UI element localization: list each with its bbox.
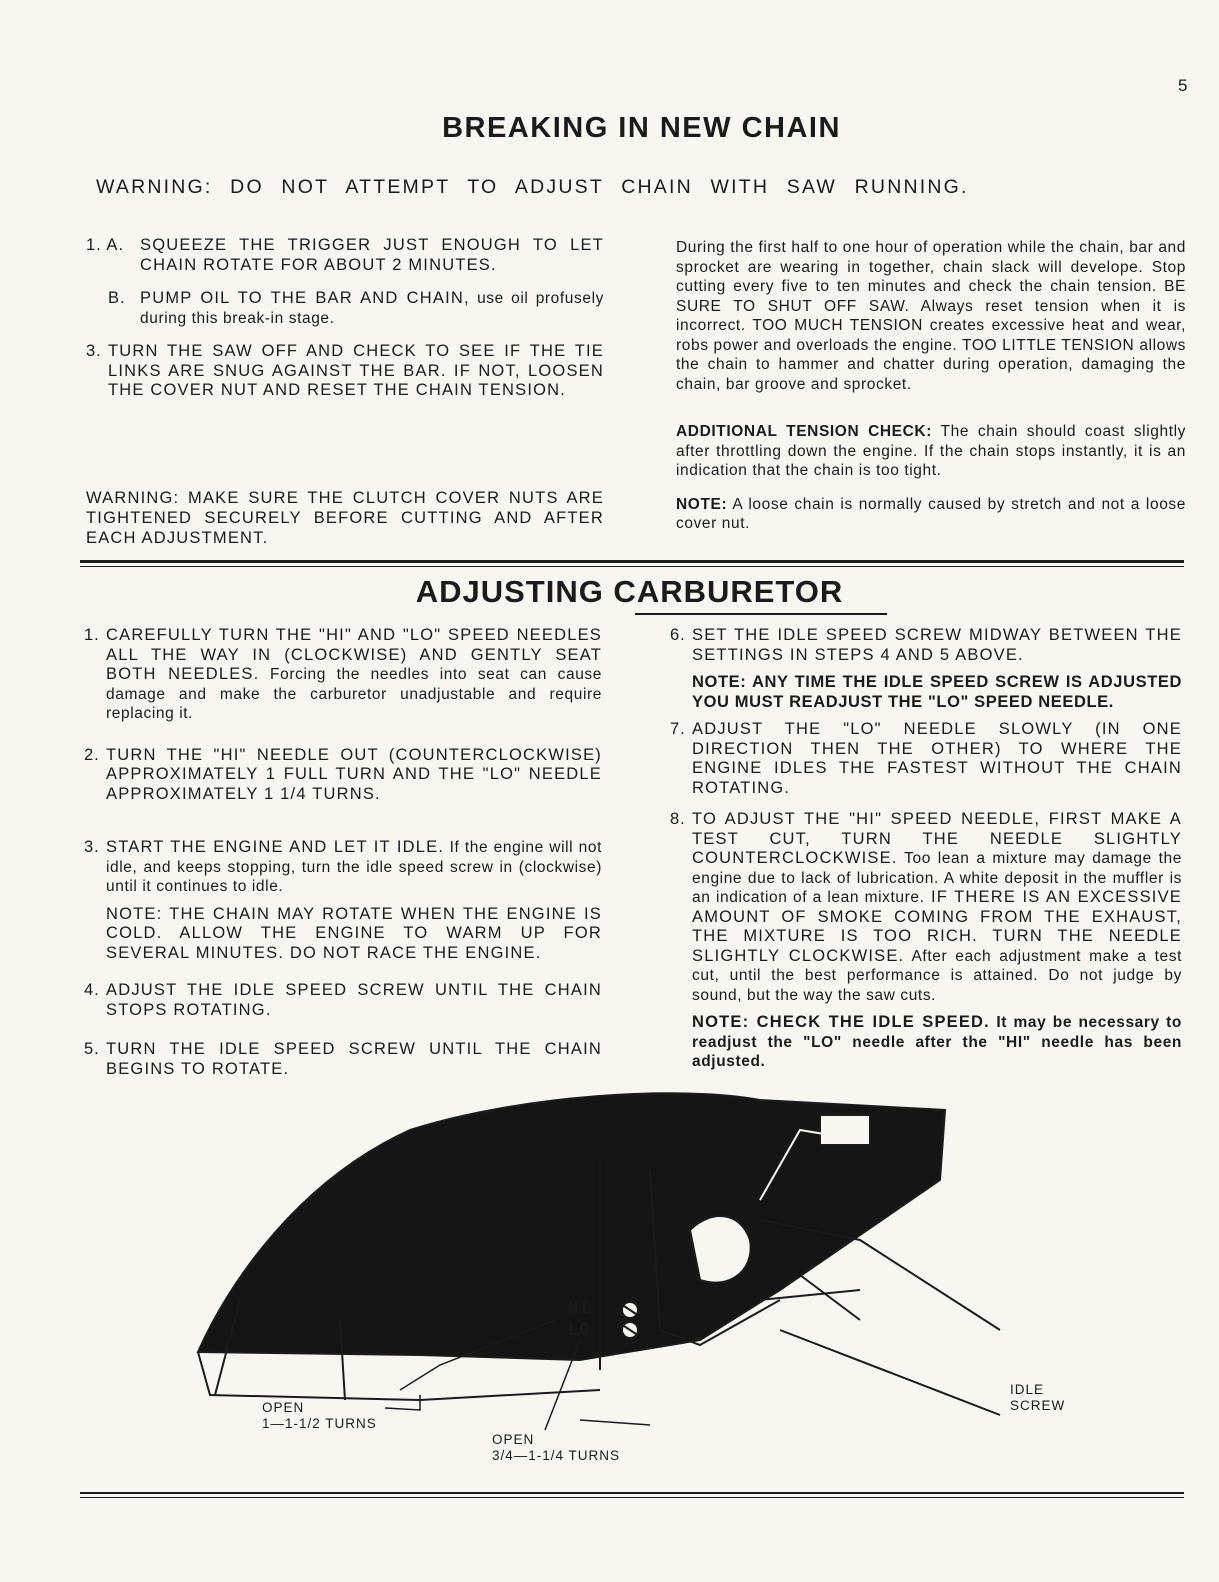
carburetor-steps-right — [670, 626, 1182, 1086]
lo-open-label: OPEN 3/4—1-1/4 TURNS — [492, 1432, 621, 1463]
section-title-breaking-in: BREAKING IN NEW CHAIN — [442, 112, 841, 144]
section-divider-top-thin — [80, 566, 1184, 567]
carb-step-1: 1. CAREFULLY TURN THE "HI" AND "LO" SPEED NEEDLES ALL THE WAY IN (CLOCKWISE) AND GENTLY SEAT BOTH NEEDLES. Forcing the needles into seat can cause damage and make the carburetor unadjustable and require replacing it. — [84, 626, 602, 722]
carb-step-6-note: NOTE: ANY TIME THE IDLE SPEED SCREW IS ADJUSTED YOU MUST READJUST THE "LO" SPEED NEEDLE. — [692, 673, 1182, 711]
section-divider-top — [80, 560, 1184, 563]
step-1b: B. PUMP OIL TO THE BAR AND CHAIN, use oil profusely during this break-in stage. — [108, 289, 604, 327]
bottom-rule — [80, 1492, 1184, 1494]
idle-screw-label: IDLE SCREW — [1010, 1382, 1066, 1413]
lo-needle-label: LO — [568, 1320, 591, 1340]
carburetor-illustration — [0, 1085, 1219, 1485]
break-in-description — [676, 238, 1186, 548]
hi-open-label: OPEN 1—1-1/2 TURNS — [262, 1400, 377, 1431]
step-3: 3. TURN THE SAW OFF AND CHECK TO SEE IF THE TIE LINKS ARE SNUG AGAINST THE BAR. IF NOT, LOOSEN THE COVER NUT AND RESET THE CHAIN TENSION. — [86, 342, 604, 399]
carb-step-4: 4. ADJUST THE IDLE SPEED SCREW UNTIL THE CHAIN STOPS ROTATING. — [84, 981, 602, 1019]
carb-step-2: 2. TURN THE "HI" NEEDLE OUT (COUNTERCLOCKWISE) APPROXIMATELY 1 FULL TURN AND THE "LO" NEEDLE APPROXIMATELY 1 1/4 TURNS. — [84, 745, 602, 803]
carb-step-3: 3. START THE ENGINE AND LET IT IDLE. If the engine will not idle, and keeps stopping, turn the idle speed screw in (clockwise) until it continues to idle. — [84, 838, 603, 895]
page-number: 5 — [1178, 76, 1188, 95]
carb-step-8-note: NOTE: CHECK THE IDLE SPEED. It may be necessary to readjust the "LO" needle after the "HI" needle has been adjusted. — [692, 1013, 1182, 1070]
warning-running-saw: WARNING: DO NOT ATTEMPT TO ADJUST CHAIN WITH SAW RUNNING. — [96, 176, 969, 198]
title-underline — [635, 613, 887, 615]
carb-step-7: 7. ADJUST THE "LO" NEEDLE SLOWLY (IN ONE DIRECTION THEN THE OTHER) TO WHERE THE ENGINE IDLES THE FASTEST WITHOUT THE CHAIN ROTATING. — [670, 720, 1182, 797]
break-in-paragraph: During the first half to one hour of operation while the chain, bar and sprocket are wearing in together, chain slack will develope. Stop cutting every five to ten minutes and check the chain tension. BE SURE TO SHUT OFF SAW. Always reset tension when it is incorrect. TOO MUCH TENSION creates excessive heat and wear, robs power and overloads the engine. TOO LITTLE TENSION allows the chain to hammer and chatter during operation, damaging the chain, bar groove and sprocket. — [676, 239, 1186, 393]
carburetor-steps-left — [84, 626, 602, 1093]
step-1a: 1. A. SQUEEZE THE TRIGGER JUST ENOUGH TO LET CHAIN ROTATE FOR ABOUT 2 MINUTES. — [86, 236, 604, 274]
carb-step-3-note: NOTE: THE CHAIN MAY ROTATE WHEN THE ENGINE IS COLD. ALLOW THE ENGINE TO WARM UP FOR SEVERAL MINUTES. DO NOT RACE THE ENGINE. — [106, 904, 602, 962]
hi-needle-label: HI — [568, 1298, 591, 1318]
section-title-adjusting-carburetor: ADJUSTING CARBURETOR — [415, 574, 844, 609]
carb-step-8: 8. TO ADJUST THE "HI" SPEED NEEDLE, FIRST MAKE A TEST CUT, TURN THE NEEDLE SLIGHTLY COUNTERCLOCKWISE. Too lean a mixture may damage the engine due to lack of lubrication. A white deposit in the muffler is an indication of a lean mixture. IF THERE IS AN EXCESSIVE AMOUNT OF SMOKE COMING FROM THE EXHAUST, THE MIXTURE IS TOO RICH. TURN THE NEEDLE SLIGHTLY CLOCKWISE. After each adjustment make a test cut, until the best performance is attained. Do not judge by sound, but the way the saw cuts. — [670, 810, 1182, 1004]
additional-tension-check: ADDITIONAL TENSION CHECK: The chain should coast slightly after throttling down the engine. If the chain stops instantly, it is an indication that the chain is too tight. — [676, 423, 1186, 479]
loose-chain-note: NOTE: A loose chain is normally caused by stretch and not a loose cover nut. — [676, 495, 1186, 532]
bottom-rule-thin — [80, 1497, 1184, 1498]
carb-step-6: 6. SET THE IDLE SPEED SCREW MIDWAY BETWEEN THE SETTINGS IN STEPS 4 AND 5 ABOVE. — [670, 626, 1182, 664]
carb-step-5: 5. TURN THE IDLE SPEED SCREW UNTIL THE CHAIN BEGINS TO ROTATE. — [84, 1040, 602, 1078]
warning-clutch-cover: WARNING: MAKE SURE THE CLUTCH COVER NUTS ARE TIGHTENED SECURELY BEFORE CUTTING AND AFTER EACH ADJUSTMENT. — [86, 489, 604, 547]
breaking-in-steps — [86, 236, 604, 415]
